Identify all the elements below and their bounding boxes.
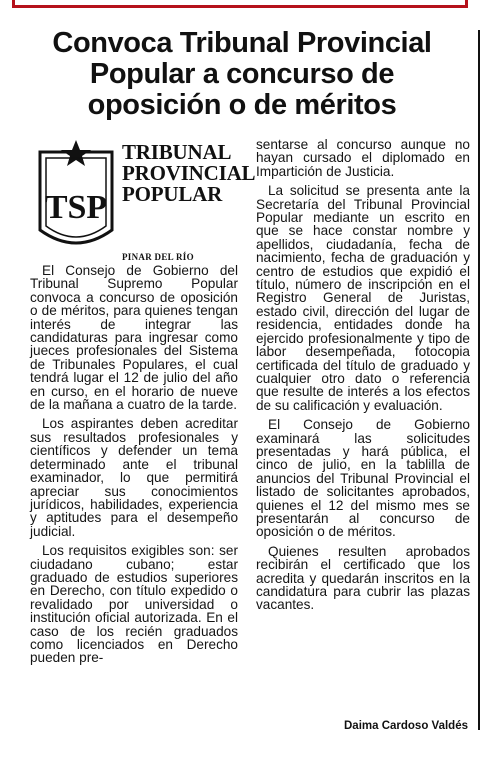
- article-column-1: [30, 264, 238, 671]
- logo-name-line: TRIBUNAL: [122, 140, 232, 164]
- paragraph: El Consejo de Gobierno del Tribunal Supremo Popular convoca a concurso de oposición o de méritos, para quienes tengan interés de integrar las candidaturas para ingresar como jueces profesionales del Sistema de Tribunales Populares, el cual tendrá lugar el 12 de julio del año en curso, en el horario de nueve de la mañana a cuatro de la tarde.: [30, 263, 238, 413]
- column-rule: [478, 30, 480, 730]
- author-signature: Daima Cardoso Valdés: [344, 720, 468, 732]
- logo-name-line: POPULAR: [122, 182, 223, 206]
- paragraph: La solicitud se presenta ante la Secretaría del Tribunal Provincial Popular mediante un escrito en que se hace constar nombre y apellidos, ciudadanía, fecha de nacimiento, fecha de graduación y centro de estudios que expidió el título, número de inscripción en el Registro General de Juristas, estado civil, dirección del lugar de residencia, entidades donde ha ejercido profesionalmente y tipo de labor desempeñada, fotocopia certificada del título de graduado y cualquier otro dato o referencia que resulte de interés a los efectos de su calificación y evaluación.: [256, 183, 470, 413]
- headline-line: Convoca Tribunal Provincial: [52, 27, 432, 59]
- tribunal-logo: [36, 138, 256, 262]
- logo-subtitle: PINAR DEL RÍO: [122, 252, 194, 262]
- paragraph: Los aspirantes deben acreditar sus resultados profesionales y científicos y defender un tema determinado ante el tribunal examinador, lo que permitirá apreciar sus conocimientos jurídicos, habilidades, experiencia y aptitudes para el desempeño judicial.: [30, 416, 238, 539]
- paragraph: El Consejo de Gobierno examinará las solicitudes presentadas y hará pública, el cinco de julio, en la tablilla de anuncios del Tribunal Provincial el listado de solicitantes aprobados, quienes el 12 del mismo mes se presentarán al concurso de oposición o de méritos.: [256, 417, 470, 540]
- frame-border: [12, 0, 468, 8]
- paragraph: Los requisitos exigibles son: ser ciudadano cubano; estar graduado de estudios superiores en Derecho, con título expedido o revalidado por universidad o institución oficial autorizada. En el caso de los recién graduados como licenciados en Derecho pueden pre-: [30, 543, 238, 666]
- paragraph: Quienes resulten aprobados recibirán el certificado que los acredita y quedarán inscritos en la candidatura para cubrir las plazas vacantes.: [256, 543, 470, 613]
- logo-name: [122, 142, 255, 205]
- headline-line: Popular a concurso de: [89, 58, 395, 90]
- tsp-seal-icon: [36, 138, 120, 260]
- paragraph-continued: sentarse al concurso aunque no hayan cursado el diplomado en Impartición de Justicia.: [256, 137, 470, 179]
- logo-name-line: PROVINCIAL: [122, 161, 256, 185]
- article-headline: [22, 28, 462, 121]
- headline-line: oposición o de méritos: [87, 89, 397, 121]
- article-column-2: [256, 138, 470, 618]
- logo-monogram: TSP: [44, 189, 108, 226]
